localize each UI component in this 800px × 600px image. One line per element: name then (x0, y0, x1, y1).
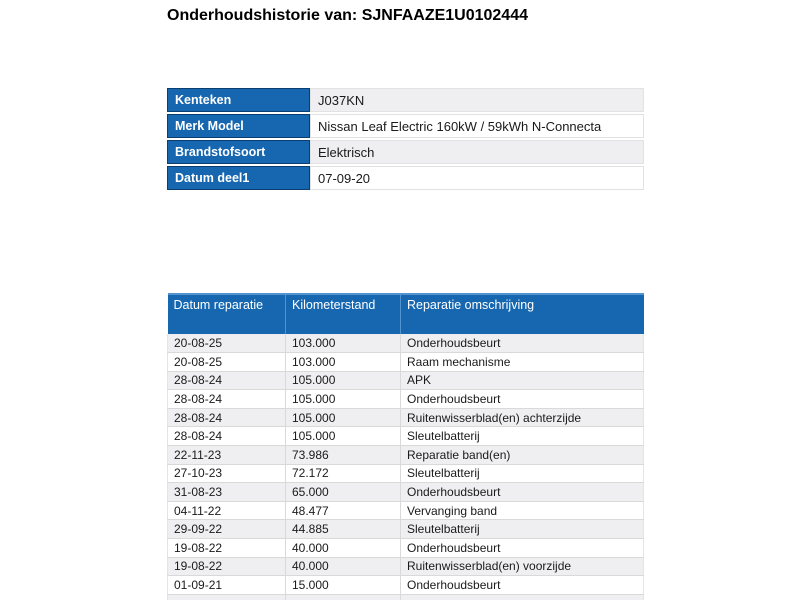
km-cell: 15.000 (286, 576, 401, 595)
km-cell: 73.986 (286, 446, 401, 465)
km-cell: 65.000 (286, 483, 401, 502)
info-value-cell: Elektrisch (310, 140, 644, 164)
header-cell-kilometerstand: Kilometerstand (286, 294, 401, 334)
table-row (168, 557, 644, 576)
description-cell: Sleutelbatterij (401, 464, 644, 483)
page-title: Onderhoudshistorie van: SJNFAAZE1U0102444 (167, 7, 528, 24)
date-cell: 04-11-22 (168, 501, 286, 520)
table-row (168, 371, 644, 390)
info-row (167, 88, 644, 112)
table-row (168, 464, 644, 483)
info-row (167, 114, 644, 138)
date-cell: 28-08-24 (168, 427, 286, 446)
km-cell: 40.000 (286, 539, 401, 558)
table-row (168, 427, 644, 446)
description-cell: Onderhoudsbeurt (401, 483, 644, 502)
table-row (168, 501, 644, 520)
info-label-cell: Datum deel1 (167, 166, 310, 190)
header-cell-reparatie-omschrijving: Reparatie omschrijving (401, 294, 644, 334)
description-cell: Sleutelbatterij (401, 520, 644, 539)
history-header-row (168, 294, 644, 334)
table-row (168, 390, 644, 409)
description-cell: Raam mechanisme (401, 353, 644, 372)
table-row (168, 539, 644, 558)
km-cell: 105.000 (286, 371, 401, 390)
info-value-cell: Nissan Leaf Electric 160kW / 59kWh N-Connecta (310, 114, 644, 138)
description-cell: Onderhoudsbeurt (401, 576, 644, 595)
date-cell: 29-09-22 (168, 520, 286, 539)
description-cell: Onderhoudsbeurt (401, 539, 644, 558)
info-row (167, 166, 644, 190)
table-row (168, 576, 644, 595)
km-cell: 103.000 (286, 353, 401, 372)
header-cell-datum-reparatie: Datum reparatie (168, 294, 286, 334)
date-cell: 28-08-24 (168, 390, 286, 409)
date-cell: 19-08-22 (168, 539, 286, 558)
km-cell: 44.885 (286, 520, 401, 539)
km-cell: 48.477 (286, 501, 401, 520)
description-cell: Vervanging band (401, 501, 644, 520)
km-cell: 105.000 (286, 408, 401, 427)
date-cell: 20-08-25 (168, 353, 286, 372)
km-cell (286, 594, 401, 600)
date-cell: 01-09-21 (168, 576, 286, 595)
description-cell (401, 594, 644, 600)
date-cell: 19-08-22 (168, 557, 286, 576)
description-cell: APK (401, 371, 644, 390)
info-label-cell: Merk Model (167, 114, 310, 138)
info-label-cell: Kenteken (167, 88, 310, 112)
km-cell: 72.172 (286, 464, 401, 483)
date-cell: 28-08-24 (168, 408, 286, 427)
table-row (168, 334, 644, 353)
date-cell: 22-11-23 (168, 446, 286, 465)
description-cell: Onderhoudsbeurt (401, 334, 644, 353)
table-row (168, 446, 644, 465)
description-cell: Sleutelbatterij (401, 427, 644, 446)
table-row (168, 520, 644, 539)
km-cell: 105.000 (286, 390, 401, 409)
date-cell: 20-08-25 (168, 334, 286, 353)
table-row (168, 353, 644, 372)
table-row (168, 483, 644, 502)
date-cell: 31-08-23 (168, 483, 286, 502)
maintenance-history-table (167, 293, 644, 600)
info-row (167, 140, 644, 164)
table-row (168, 408, 644, 427)
vehicle-info-table (167, 86, 644, 192)
info-value-cell: J037KN (310, 88, 644, 112)
date-cell (168, 594, 286, 600)
info-value-cell: 07-09-20 (310, 166, 644, 190)
info-label-cell: Brandstofsoort (167, 140, 310, 164)
km-cell: 40.000 (286, 557, 401, 576)
km-cell: 103.000 (286, 334, 401, 353)
description-cell: Ruitenwisserblad(en) voorzijde (401, 557, 644, 576)
description-cell: Reparatie band(en) (401, 446, 644, 465)
table-row-partial (168, 594, 644, 600)
description-cell: Ruitenwisserblad(en) achterzijde (401, 408, 644, 427)
date-cell: 27-10-23 (168, 464, 286, 483)
date-cell: 28-08-24 (168, 371, 286, 390)
description-cell: Onderhoudsbeurt (401, 390, 644, 409)
km-cell: 105.000 (286, 427, 401, 446)
